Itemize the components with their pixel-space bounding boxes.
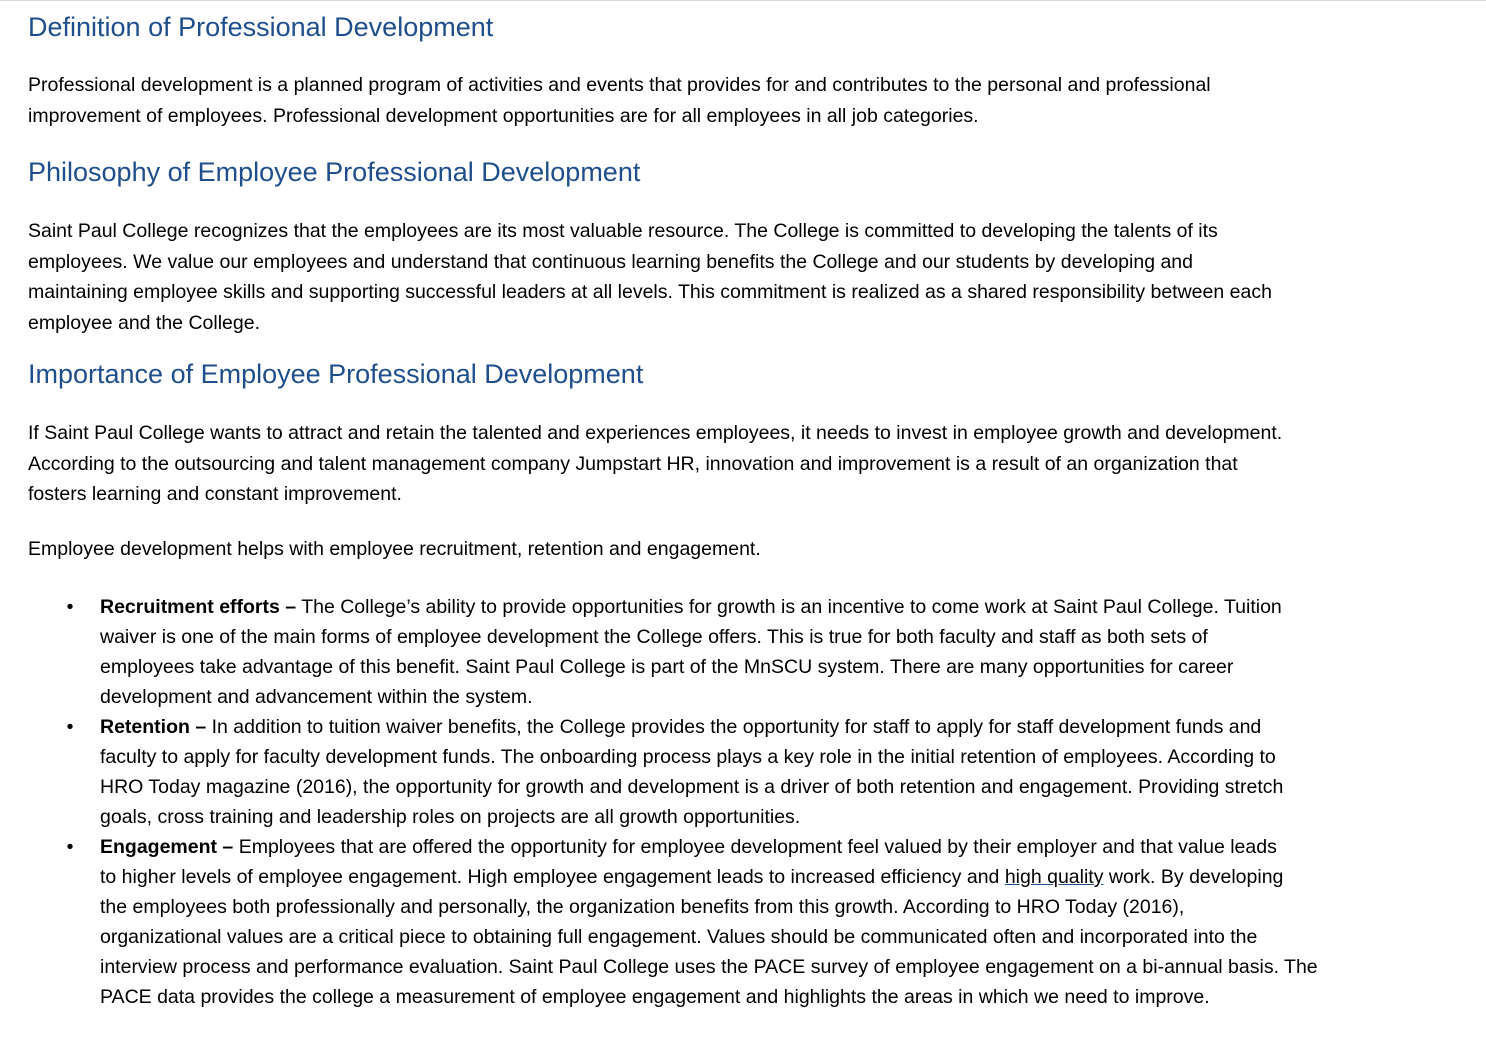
bullet-line	[100, 862, 1468, 892]
bullet-line	[100, 832, 1468, 862]
paragraph-line: Professional development is a planned program of activities and events that provides for and contributes to the personal and professional	[28, 74, 1211, 96]
bullet-line	[100, 712, 1468, 742]
heading-importance: Importance of Employee Professional Development	[28, 359, 644, 389]
bullet-line: waiver is one of the main forms of employee development the College offers. This is true for both faculty and staff as both sets of	[100, 626, 1208, 648]
bullet-line: HRO Today magazine (2016), the opportunity for growth and development is a driver of both retention and engagement. Providing stretch	[100, 776, 1284, 798]
paragraph-definition	[28, 70, 1468, 131]
bullet-term: Retention –	[100, 716, 207, 738]
paragraph-importance	[28, 418, 1468, 510]
bullet-dot-icon: •	[66, 716, 74, 738]
bullet-recruitment	[28, 592, 1468, 712]
bullet-line: organizational values are a critical piece to obtaining full engagement. Values should be communicated often and incorporated into the	[100, 926, 1258, 948]
bullet-dot-icon: •	[66, 836, 74, 858]
bullet-term: Recruitment efforts –	[100, 596, 297, 618]
paragraph-line: employees. We value our employees and understand that continuous learning benefits the College and our students by developing and	[28, 250, 1194, 273]
bullet-retention	[28, 712, 1468, 832]
bullet-line: PACE data provides the college a measurement of employee engagement and highlights the areas in which we need to improve.	[100, 986, 1210, 1008]
bullet-text: Employees that are offered the opportunity for employee development feel valued by their employer and that value leads	[233, 836, 1277, 858]
paragraph-philosophy	[28, 216, 1468, 338]
paragraph-line: According to the outsourcing and talent management company Jumpstart HR, innovation and improvement is a result of an organization that	[28, 452, 1238, 475]
heading-definition: Definition of Professional Development	[28, 12, 494, 42]
bullet-dot-icon: •	[66, 596, 74, 618]
bullet-line: goals, cross training and leadership roles on projects are all growth opportunities.	[100, 806, 801, 828]
heading-philosophy: Philosophy of Employee Professional Development	[28, 157, 641, 187]
bullet-text: to higher levels of employee engagement. High employee engagement leads to increased efficiency and	[100, 866, 1005, 888]
bullet-line: faculty to apply for faculty development funds. The onboarding process plays a key role in the initial retention of employees. According to	[100, 746, 1276, 768]
paragraph-line: maintaining employee skills and supporting successful leaders at all levels. This commitment is realized as a shared responsibility between each	[28, 281, 1272, 303]
bullet-line: employees take advantage of this benefit. Saint Paul College is part of the MnSCU system. There are many opportunities for career	[100, 656, 1234, 678]
document-body	[28, 0, 1468, 1012]
bullet-engagement	[28, 832, 1468, 1012]
bullet-text: The College’s ability to provide opportunities for growth is an incentive to come work at Saint Paul College. Tuition	[296, 596, 1282, 618]
bullet-list	[28, 592, 1468, 1012]
spellcheck-underlined-text: high quality	[1004, 866, 1104, 888]
bullet-line: interview process and performance evaluation. Saint Paul College uses the PACE survey of employee engagement on a bi-annual basis. The	[100, 956, 1318, 978]
paragraph-line: improvement of employees. Professional development opportunities are for all employees in all job categories.	[28, 104, 979, 127]
paragraph-development-helps	[28, 534, 1468, 565]
bullet-text: work. By developing	[1103, 866, 1284, 888]
paragraph-line: Employee development helps with employee recruitment, retention and engagement.	[28, 537, 761, 560]
bullet-line	[100, 592, 1468, 622]
paragraph-line: fosters learning and constant improvement.	[28, 483, 402, 505]
bullet-term: Engagement –	[100, 836, 234, 858]
paragraph-line: Saint Paul College recognizes that the employees are its most valuable resource. The College is committed to developing the talents of its	[28, 220, 1218, 242]
bullet-line: the employees both professionally and personally, the organization benefits from this growth. According to HRO Today (2016),	[100, 896, 1185, 918]
paragraph-line: If Saint Paul College wants to attract and retain the talented and experiences employees, it needs to invest in employee growth and development.	[28, 422, 1283, 444]
paragraph-line: employee and the College.	[28, 311, 260, 334]
bullet-line: development and advancement within the system.	[100, 686, 533, 708]
bullet-text: In addition to tuition waiver benefits, the College provides the opportunity for staff to apply for staff development funds and	[206, 716, 1262, 738]
